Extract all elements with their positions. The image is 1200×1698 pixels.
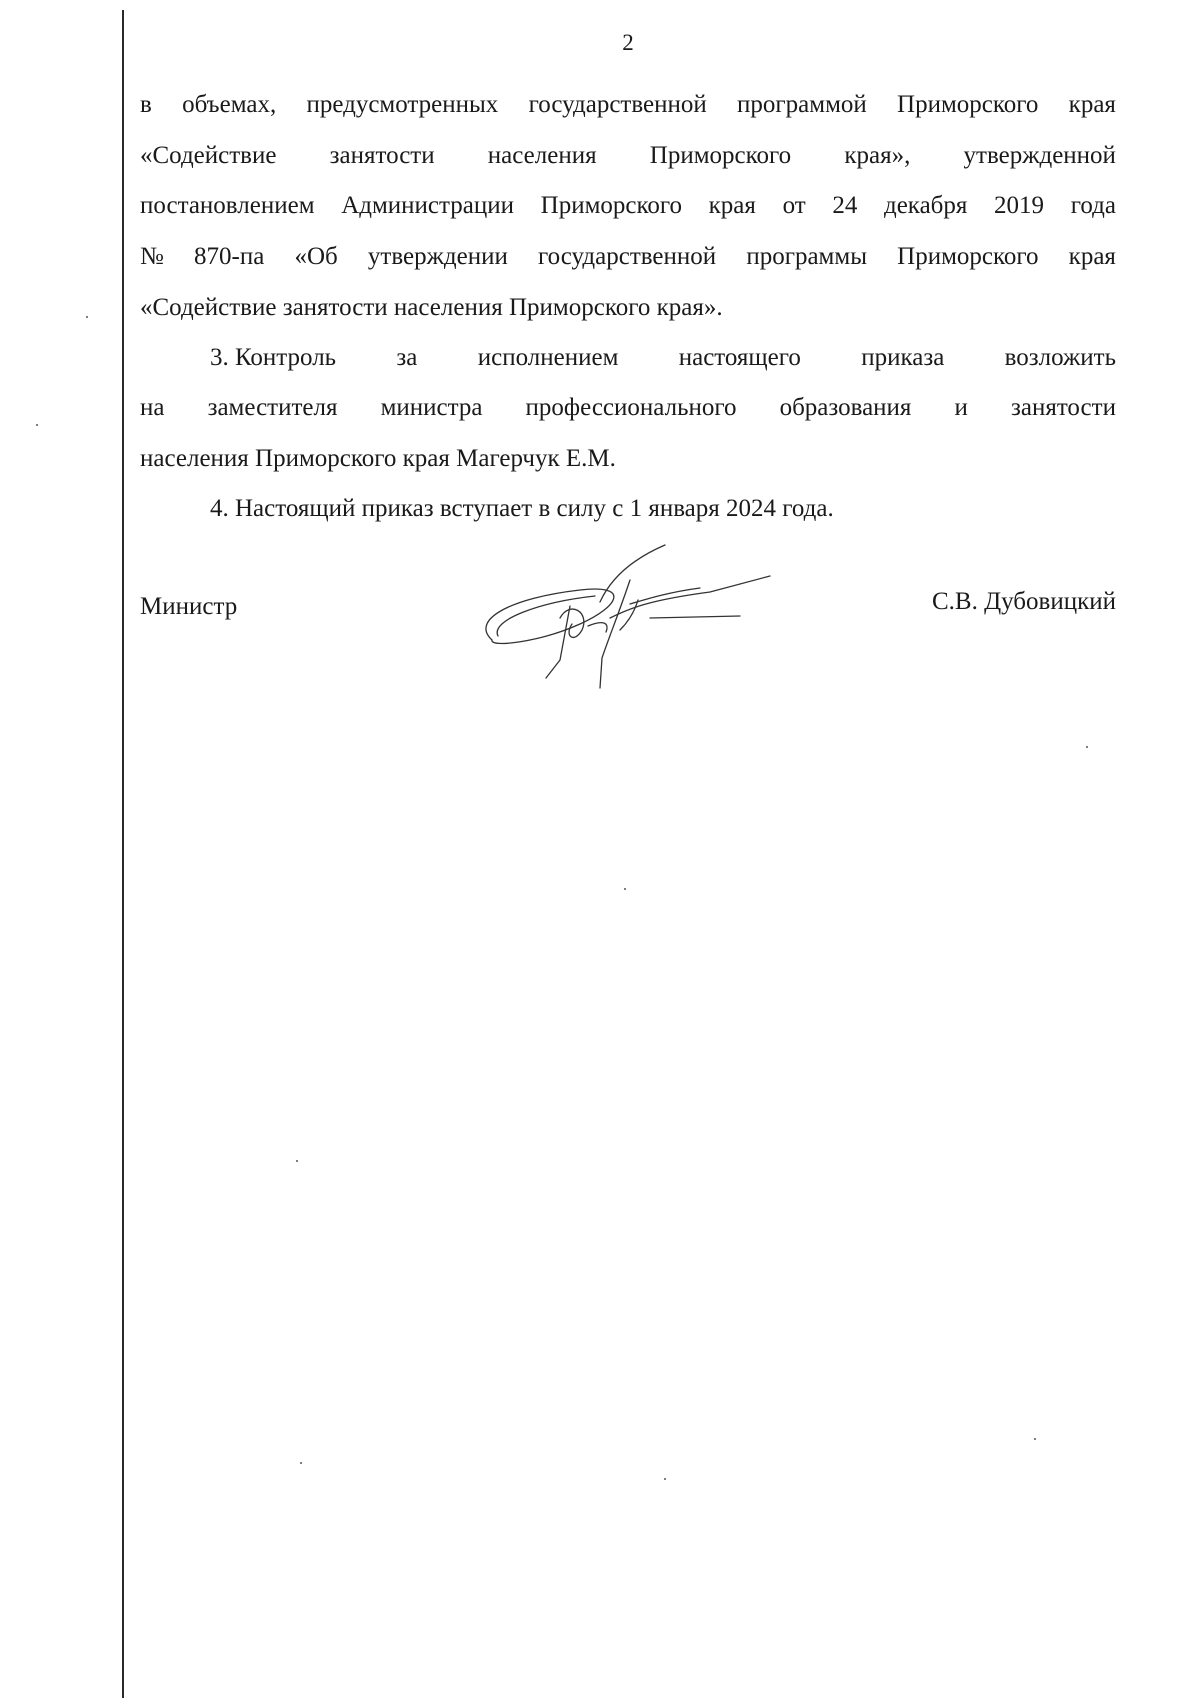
word: края xyxy=(1068,91,1116,118)
paragraph-3-line-3: населения Приморского края Магерчук Е.М. xyxy=(140,445,616,472)
word: 24 xyxy=(832,192,858,219)
word: в xyxy=(140,91,152,118)
binding-margin-line xyxy=(122,10,124,1698)
word: населения xyxy=(487,142,597,169)
word: утвержденной xyxy=(963,142,1116,169)
paragraph-2-line-1 xyxy=(140,90,1116,120)
word: программы xyxy=(746,243,867,270)
scan-speck xyxy=(300,1462,302,1464)
paragraph-2-line-2 xyxy=(140,141,1116,171)
word: «Об xyxy=(294,243,338,270)
word: постановлением xyxy=(140,192,315,219)
paragraph-2-line-3 xyxy=(140,191,1116,221)
word: профессионального xyxy=(525,394,737,421)
word: и xyxy=(954,394,968,421)
paragraph-4: 4. Настоящий приказ вступает в силу с 1 января 2024 года. xyxy=(210,495,834,522)
signatory-name: С.В. Дубовицкий xyxy=(931,588,1116,615)
scan-speck xyxy=(664,1478,666,1480)
scan-speck xyxy=(1034,1438,1036,1440)
word: края», xyxy=(844,142,911,169)
word: года xyxy=(1070,192,1116,219)
word: за xyxy=(396,344,418,371)
word: Приморского xyxy=(897,91,1039,118)
word: 2019 xyxy=(994,192,1045,219)
word: «Содействие xyxy=(140,142,277,169)
word: предусмотренных xyxy=(306,91,499,118)
word: Приморского xyxy=(897,243,1039,270)
word: занятости xyxy=(1010,394,1116,421)
word: объемах, xyxy=(182,91,277,118)
word: настоящего xyxy=(678,344,801,371)
word: от xyxy=(782,192,806,219)
page-number: 2 xyxy=(622,30,634,55)
word: возложить xyxy=(1004,344,1116,371)
word: утверждении xyxy=(367,243,508,270)
word: исполнением xyxy=(477,344,619,371)
word: государственной xyxy=(528,91,707,118)
paragraph-2-line-5: «Содействие занятости населения Приморского края». xyxy=(140,294,723,321)
paragraph-2-line-4 xyxy=(140,242,1116,272)
word: Приморского xyxy=(540,192,682,219)
word: приказа xyxy=(861,344,945,371)
word: декабря xyxy=(883,192,968,219)
word: края xyxy=(1068,243,1116,270)
scan-speck xyxy=(36,424,38,426)
word: на xyxy=(140,394,165,421)
handwritten-signature xyxy=(470,540,790,690)
word: Приморского xyxy=(649,142,792,169)
word: Администрации xyxy=(341,192,514,219)
word: 3. Контроль xyxy=(210,344,337,371)
word: заместителя xyxy=(207,394,338,421)
scan-speck xyxy=(86,316,88,318)
scan-speck xyxy=(1086,746,1088,748)
scan-speck xyxy=(624,888,626,890)
word: края xyxy=(708,192,756,219)
paragraph-3-line-1 xyxy=(210,343,1116,373)
word: программой xyxy=(737,91,867,118)
scan-speck xyxy=(296,1160,298,1162)
word: 870-па xyxy=(194,243,265,270)
paragraph-3-line-2 xyxy=(140,393,1116,423)
word: занятости xyxy=(329,142,435,169)
signatory-role: Министр xyxy=(140,593,238,620)
word: № xyxy=(140,243,164,270)
word: государственной xyxy=(537,243,717,270)
word: министра xyxy=(380,394,483,421)
word: образования xyxy=(779,394,912,421)
